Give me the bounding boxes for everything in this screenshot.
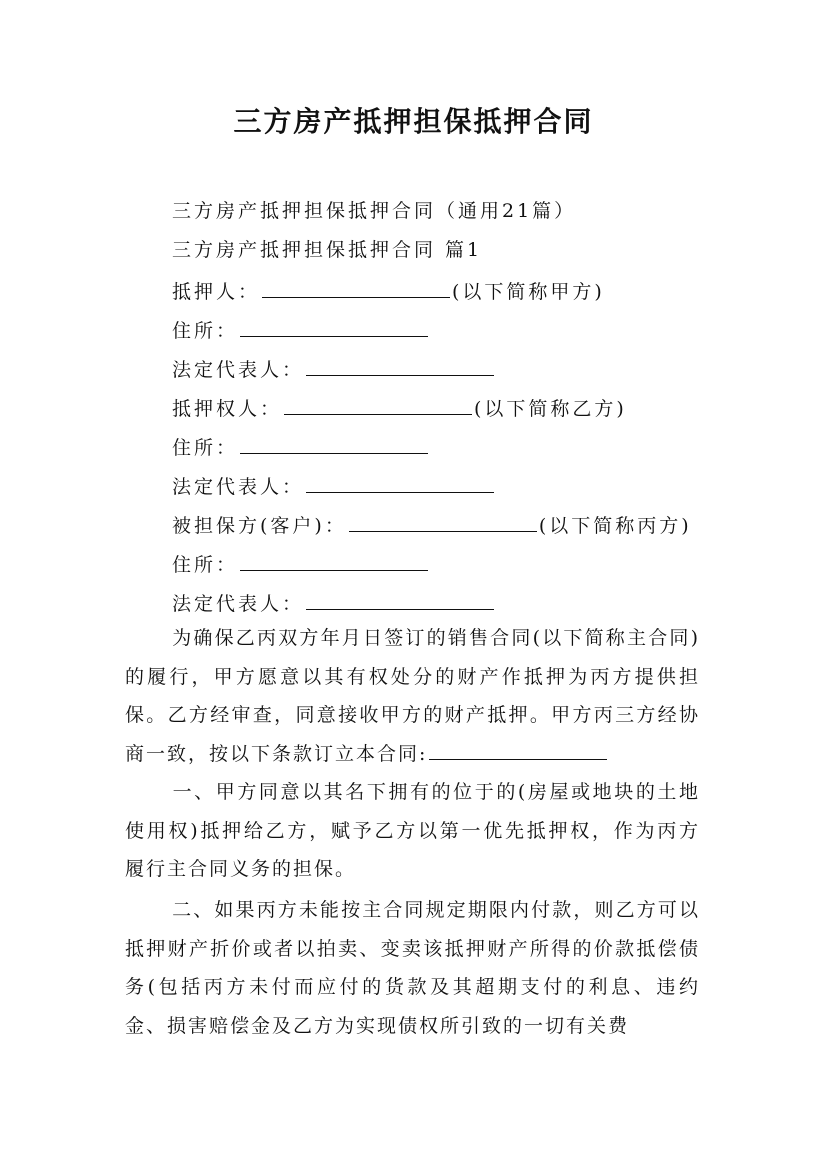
address-line-2 (172, 433, 430, 460)
guaranteed-party-suffix: (以下简称丙方) (538, 515, 692, 537)
representative-label-2: 法定代表人： (172, 476, 305, 498)
guaranteed-party-line (172, 511, 692, 538)
mortgagor-suffix: (以下简称甲方) (452, 281, 605, 303)
address-line-1 (172, 316, 430, 343)
paragraph-clause-1-text: 一、甲方同意以其名下拥有的位于的(房屋或地块的土地使用权)抵押给乙方，赋予乙方以第一优先抵押权，作为丙方履行主合同义务的担保。 (125, 781, 700, 880)
representative-line-3 (172, 589, 496, 616)
paragraph-intro-text: 为确保乙丙双方年月日签订的销售合同(以下简称主合同)的履行，甲方愿意以其有权处分的财产作抵押为丙方提供担保。乙方经审查，同意接收甲方的财产抵押。甲方丙三方经协商一致，按以下条款订立本合同: (125, 627, 700, 765)
mortgagor-blank[interactable] (262, 277, 450, 298)
guaranteed-party-label: 被担保方(客户)： (172, 515, 347, 537)
paragraph-intro (125, 619, 700, 773)
mortgagee-blank[interactable] (284, 394, 472, 415)
intro-blank[interactable] (429, 739, 607, 760)
mortgagee-label: 抵押权人： (172, 398, 283, 420)
representative-blank-2[interactable] (306, 472, 494, 493)
representative-blank-3[interactable] (306, 589, 494, 610)
mortgagor-line (172, 277, 605, 304)
mortgagor-label: 抵押人： (172, 281, 261, 303)
address-label-2: 住所： (172, 437, 239, 459)
paragraph-clause-1 (125, 773, 700, 889)
chapter-heading: 三方房产抵押担保抵押合同 篇1 (172, 239, 483, 261)
mortgagee-suffix: (以下简称乙方) (474, 398, 627, 420)
mortgagee-line (172, 394, 627, 421)
representative-label-3: 法定代表人： (172, 593, 305, 615)
representative-line-2 (172, 472, 496, 499)
address-line-3 (172, 550, 430, 577)
paragraph-clause-2 (125, 891, 700, 1045)
subtitle: 三方房产抵押担保抵押合同（通用21篇） (172, 200, 577, 222)
representative-line-1 (172, 355, 496, 382)
representative-blank-1[interactable] (306, 355, 494, 376)
address-label-3: 住所： (172, 554, 239, 576)
address-blank-1[interactable] (240, 316, 428, 337)
document-title: 三方房产抵押担保抵押合同 (233, 105, 594, 138)
address-blank-2[interactable] (240, 433, 428, 454)
paragraph-clause-2-text: 二、如果丙方未能按主合同规定期限内付款，则乙方可以抵押财产折价或者以拍卖、变卖该抵押财产所得的价款抵偿债务(包括丙方未付而应付的货款及其超期支付的利息、违约金、损害赔偿金及乙方为实现债权所引致的一切有关费 (125, 899, 700, 1037)
guaranteed-party-blank[interactable] (349, 511, 537, 532)
address-label-1: 住所： (172, 320, 239, 342)
representative-label-1: 法定代表人： (172, 359, 305, 381)
address-blank-3[interactable] (240, 550, 428, 571)
